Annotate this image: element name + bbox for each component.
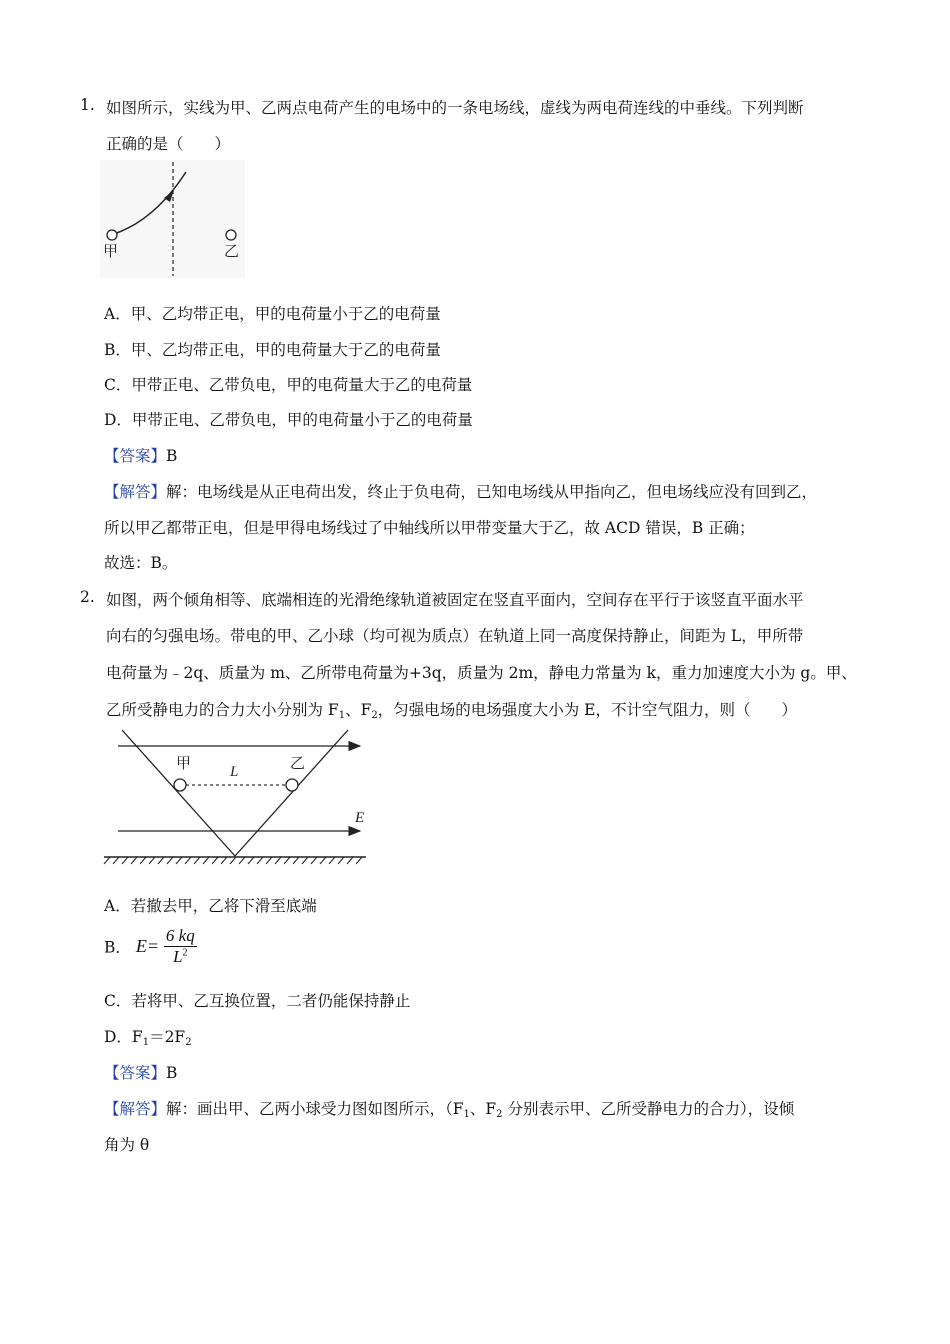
q2-stem-line4 <box>106 698 797 721</box>
q2-label-e: E <box>355 810 365 826</box>
q2-stem-line4-sub2: 2 <box>371 710 378 721</box>
q2-label-jia: 甲 <box>176 754 192 772</box>
q2-option-d <box>104 1025 192 1048</box>
q2-analysis-c: 分别表示甲、乙所受静电力的合力），设倾 <box>502 1100 795 1118</box>
q2-option-d-b: ＝2F <box>149 1028 186 1046</box>
q2-option-a: A．若撤去甲，乙将下滑至底端 <box>104 897 317 915</box>
q2-option-b-lhs: E= <box>135 936 159 956</box>
q2-stem-line4-c: ，匀强电场的电场强度大小为 E，不计空气阻力，则（ ） <box>377 701 797 719</box>
q2-number: 2. <box>80 588 95 606</box>
q1-option-c: C．甲带正电、乙带负电，甲的电荷量大于乙的电荷量 <box>104 376 473 394</box>
q2-option-b-numerator: 6 kq <box>165 926 195 945</box>
q1-stem-line2: 正确的是（ ） <box>106 135 231 153</box>
q1-charge-jia <box>107 230 117 240</box>
q2-analysis-tag: 【解答】 <box>104 1100 167 1118</box>
q2-answer-row <box>104 1061 177 1083</box>
q1-answer-tag: 【答案】 <box>104 447 167 465</box>
q1-analysis-line1 <box>104 480 817 502</box>
q2-option-c: C．若将甲、乙互换位置，二者仍能保持静止 <box>104 992 411 1010</box>
q2-right-track <box>235 730 348 856</box>
q2-answer: B <box>166 1064 178 1082</box>
q2-stem-line2: 向右的匀强电场。带电的甲、乙小球（均可视为质点）在轨道上同一高度保持静止，间距为 L，甲所带 <box>106 627 804 645</box>
q2-ball-yi <box>286 779 298 791</box>
q2-option-b-fraction <box>164 926 197 967</box>
q2-analysis-a: 解：画出甲、乙两小球受力图如图所示，（F <box>166 1100 464 1118</box>
q1-label-jia: 甲 <box>103 242 119 260</box>
q2-answer-tag: 【答案】 <box>104 1064 167 1082</box>
q2-analysis-sub1: 1 <box>463 1109 470 1120</box>
q2-analysis-b: 、F <box>469 1100 497 1118</box>
q2-stem-line4-sub1: 1 <box>338 710 346 721</box>
q2-option-d-a: D．F <box>104 1028 143 1046</box>
q1-label-yi: 乙 <box>224 242 240 260</box>
q1-analysis-line2: 所以甲乙都带正电，但是甲得电场线过了中轴线所以甲带变量大于乙，故 ACD 错误，B 正确； <box>104 519 755 537</box>
q2-stem-line4-b: 、F <box>345 701 372 719</box>
q2-analysis-line2: 角为 θ <box>104 1136 150 1154</box>
q2-ball-jia <box>174 779 186 791</box>
q2-analysis-line1 <box>104 1097 794 1120</box>
q1-option-a: A．甲、乙均带正电，甲的电荷量小于乙的电荷量 <box>104 305 441 323</box>
q2-stem-line4-a: 乙所受静电力的合力大小分别为 F <box>106 701 339 719</box>
q2-option-b <box>104 926 197 967</box>
q1-analysis-tag: 【解答】 <box>104 483 167 501</box>
q2-option-b-denominator: $L^2$ <box>173 947 188 966</box>
q2-ground-hatching <box>104 857 362 864</box>
q1-stem-line1: 如图所示，实线为甲、乙两点电荷产生的电场中的一条电场线，虚线为两电荷连线的中垂线。下列判断 <box>106 99 804 117</box>
q2-analysis-sub2: 2 <box>496 1109 503 1120</box>
q1-option-d: D．甲带正电、乙带负电，甲的电荷量小于乙的电荷量 <box>104 411 473 429</box>
q1-charge-yi <box>226 230 236 240</box>
q2-label-l: L <box>230 764 239 780</box>
q2-stem-line3: 电荷量为﹣2q、质量为 m、乙所带电荷量为+3q，质量为 2m，静电力常量为 k，重力加速度大小为 g。甲、 <box>106 664 857 682</box>
q1-answer-row <box>104 444 177 466</box>
q1-option-b: B．甲、乙均带正电，甲的电荷量大于乙的电荷量 <box>104 341 441 359</box>
q2-option-d-sub1: 1 <box>142 1037 150 1048</box>
q1-figure <box>100 160 245 278</box>
q2-option-d-sub2: 2 <box>185 1037 192 1048</box>
q1-answer: B <box>166 447 178 465</box>
q2-stem-line1: 如图，两个倾角相等、底端相连的光滑绝缘轨道被固定在竖直平面内，空间存在平行于该竖直平面水平 <box>106 591 804 609</box>
q2-figure <box>100 728 372 866</box>
q2-option-b-prefix: B． <box>104 938 131 957</box>
q1-analysis-text1: 解：电场线是从正电荷出发，终止于负电荷，已知电场线从甲指向乙，但电场线应没有回到乙， <box>166 483 818 501</box>
q1-analysis-line3: 故选：B。 <box>104 554 178 572</box>
q1-number: 1. <box>80 96 95 114</box>
q2-label-yi: 乙 <box>290 754 306 772</box>
q2-left-track <box>122 730 235 856</box>
